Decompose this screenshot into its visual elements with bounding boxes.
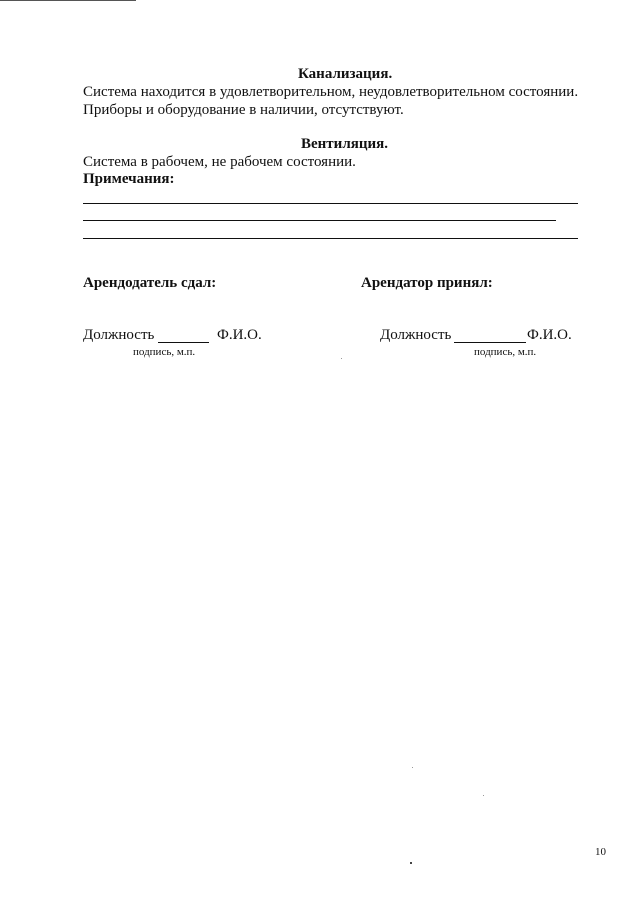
- sewage-status-line: Система находится в удовлетворительном, неудовлетворительном состоянии.: [83, 84, 579, 100]
- notes-line-2: [83, 220, 556, 221]
- tenant-position-label: Должность: [380, 327, 452, 343]
- scan-speck: [483, 795, 484, 796]
- tenant-position-line: [454, 342, 526, 343]
- ventilation-status-line: Система в рабочем, не рабочем состоянии.: [83, 154, 356, 170]
- scan-speck: [341, 358, 342, 359]
- sewage-heading: Канализация.: [298, 66, 393, 82]
- landlord-heading: Арендодатель сдал:: [83, 275, 217, 291]
- notes-line-3: [83, 238, 578, 239]
- page-number: 10: [595, 846, 606, 858]
- notes-line-1: [83, 203, 578, 204]
- landlord-position-line: [158, 342, 209, 343]
- ventilation-heading: Вентиляция.: [301, 136, 388, 152]
- tenant-heading: Арендатор принял:: [361, 275, 493, 291]
- scan-speck: [410, 862, 412, 864]
- landlord-position-label: Должность: [83, 327, 155, 343]
- tenant-name-label: Ф.И.О.: [527, 327, 572, 343]
- top-edge-rule: [0, 0, 136, 1]
- landlord-name-label: Ф.И.О.: [217, 327, 262, 343]
- sewage-equipment-line: Приборы и оборудование в наличии, отсутствуют.: [83, 102, 404, 118]
- scan-speck: [412, 767, 413, 768]
- tenant-signature-caption: подпись, м.п.: [474, 346, 537, 358]
- notes-label: Примечания:: [83, 171, 175, 187]
- landlord-signature-caption: подпись, м.п.: [133, 346, 196, 358]
